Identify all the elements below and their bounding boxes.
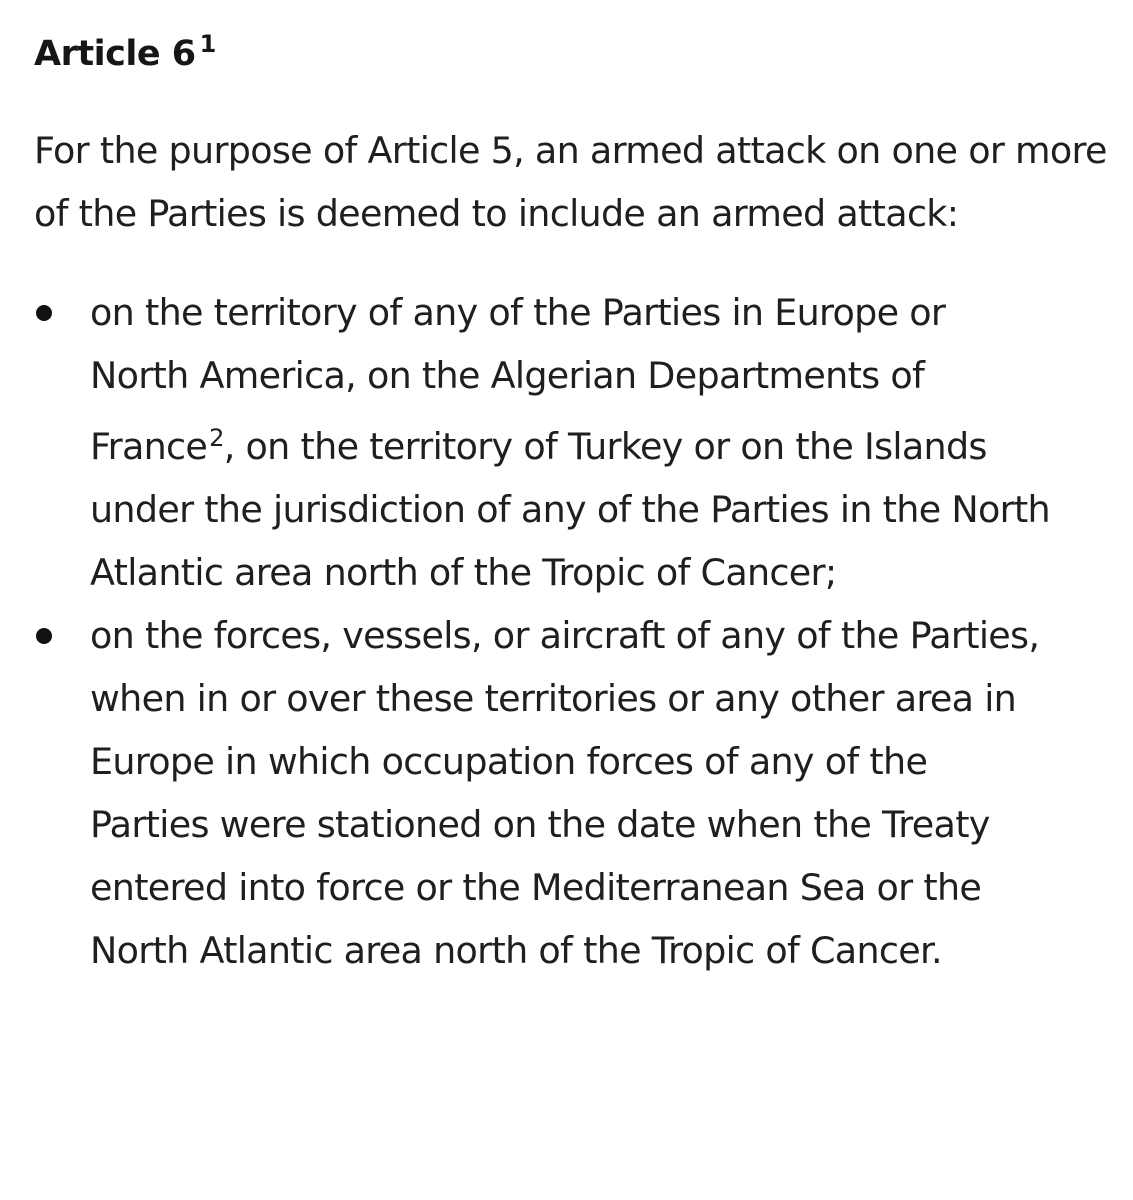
article-title: Article 6 xyxy=(34,34,196,75)
footnote-ref-1[interactable]: 1 xyxy=(199,30,216,58)
article-intro: For the purpose of Article 5, an armed attack on one or more of the Parties is deemed to include an armed attack: xyxy=(34,129,1107,236)
list-item-text-part-1: on the territory of any of the Parties in Europe or North America, on the Algerian Departments of France xyxy=(90,291,946,469)
list-item-text-part-2: , on the territory of Turkey or on the Islands under the jurisdiction of any of the Parties in the North Atlantic area north of the Tropic of Cancer; xyxy=(90,425,1050,595)
list-item-text: on the forces, vessels, or aircraft of any of the Parties, when in or over these territories or any other area in Europe in which occupation forces of any of the Parties were stationed on the date when the Treaty entered into force or the Mediterranean Sea or the North Atlantic area north of the Tropic of Cancer. xyxy=(90,614,1040,973)
bullet-icon xyxy=(36,305,52,321)
footnote-ref-2[interactable]: 2 xyxy=(209,424,224,453)
article-heading xyxy=(34,30,1099,75)
bullet-icon xyxy=(36,628,52,644)
list-item xyxy=(34,604,1050,982)
list-item xyxy=(34,281,1050,604)
article-list xyxy=(34,281,1099,982)
